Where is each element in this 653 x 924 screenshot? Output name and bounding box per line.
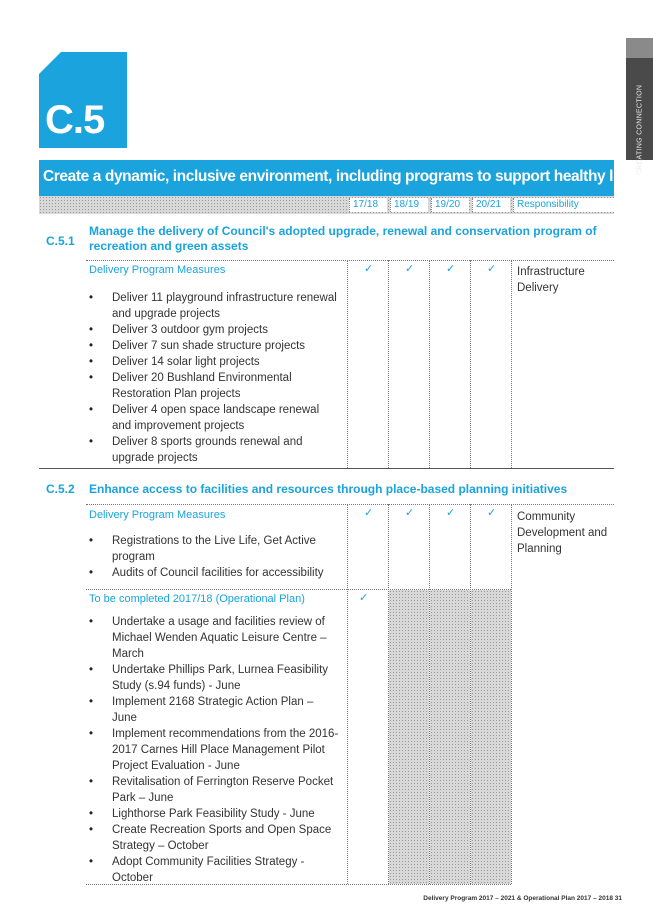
c52-title: Enhance access to facilities and resources through place-based planning initiatives [89,482,568,496]
list-item: • Deliver 3 outdoor gym projects [89,322,339,338]
c52-tick-2: ✓ [405,507,415,519]
c51-col-divider-3 [429,260,430,468]
c51-measures-heading: Delivery Program Measures [89,264,226,276]
list-item: • Undertake Phillips Park, Lurnea Feasibility Study (s.94 funds) - June [89,662,339,694]
list-item: • Undertake a usage and facilities review of Michael Wenden Aquatic Leisure Centre – March [89,614,339,662]
c51-tick-3: ✓ [446,263,456,275]
c52-col-divider-1 [347,504,348,884]
c52-tick-3: ✓ [446,507,456,519]
list-item: • Lighthorse Park Feasibility Study - June [89,806,339,822]
list-item: • Adopt Community Facilities Strategy - October [89,854,339,886]
c52-top-rule [86,504,614,505]
c51-title: Manage the delivery of Council's adopted upgrade, renewal and conservation program of recreation and green assets [89,224,597,253]
c52-op-heading: To be completed 2017/18 (Operational Plan) [89,593,305,605]
section-badge [39,52,127,148]
c52-shade-3 [471,590,511,884]
year-col-2: 18/19 [390,198,428,212]
c52-op-list [89,614,339,886]
list-item: • Registrations to the Live Life, Get Active program [89,533,339,565]
c51-col-divider-2 [388,260,389,468]
section-banner-title: Create a dynamic, inclusive environment, including programs to support healthy living [43,168,648,185]
c52-tick-4: ✓ [487,507,497,519]
c52-responsibility: Community Development and Planning [517,511,608,555]
year-col-1: 17/18 [349,198,387,212]
c52-shade-2 [430,590,470,884]
c51-tick-2: ✓ [405,263,415,275]
section-banner [39,160,648,196]
responsibility-col: Responsibility [513,198,614,212]
c51-measures-list [89,290,339,466]
c52-code: C.5.2 [46,482,75,496]
list-item: • Implement recommendations from the 2016-2017 Carnes Hill Place Management Pilot Project Evaluation - June [89,726,339,774]
list-item: • Deliver 14 solar light projects [89,354,339,370]
list-item: • Deliver 4 open space landscape renewal and improvement projects [89,402,339,434]
side-tab-label: CREATING CONNECTION [636,84,644,176]
list-item: • Implement 2168 Strategic Action Plan – June [89,694,339,726]
c51-tick-4: ✓ [487,263,497,275]
c51-col-divider-1 [347,260,348,468]
c52-measures-heading: Delivery Program Measures [89,509,226,521]
c51-bottom-rule [39,468,614,469]
c51-col-divider-5 [511,260,512,468]
c51-code: C.5.1 [46,234,75,248]
list-item: • Create Recreation Sports and Open Space Strategy – October [89,822,339,854]
c52-tick-1: ✓ [364,507,374,519]
year-col-4: 20/21 [472,198,510,212]
year-header-row [39,196,614,214]
list-item: • Deliver 7 sun shade structure projects [89,338,339,354]
page-footer: Delivery Program 2017 – 2021 & Operational Plan 2017 – 2018 31 [423,895,622,902]
c52-shade-1 [389,590,429,884]
c51-col-divider-4 [470,260,471,468]
c52-col-divider-5 [511,504,512,884]
c52-measures-list [89,533,339,581]
list-item: • Audits of Council facilities for accessibility [89,565,339,581]
list-item: • Revitalisation of Ferrington Reserve Pocket Park – June [89,774,339,806]
list-item: • Deliver 11 playground infrastructure renewal and upgrade projects [89,290,339,322]
list-item: • Deliver 20 Bushland Environmental Restoration Plan projects [89,370,339,402]
year-col-3: 19/20 [431,198,469,212]
c51-responsibility: Infrastructure Delivery [517,266,585,294]
list-item: • Deliver 8 sports grounds renewal and upgrade projects [89,434,339,466]
side-tab [626,38,653,176]
section-number: C.5 [45,98,105,142]
c52-bottom-rule [86,884,511,885]
c51-tick-1: ✓ [364,263,374,275]
c51-top-rule [86,260,614,261]
c52-op-tick: ✓ [359,592,369,604]
